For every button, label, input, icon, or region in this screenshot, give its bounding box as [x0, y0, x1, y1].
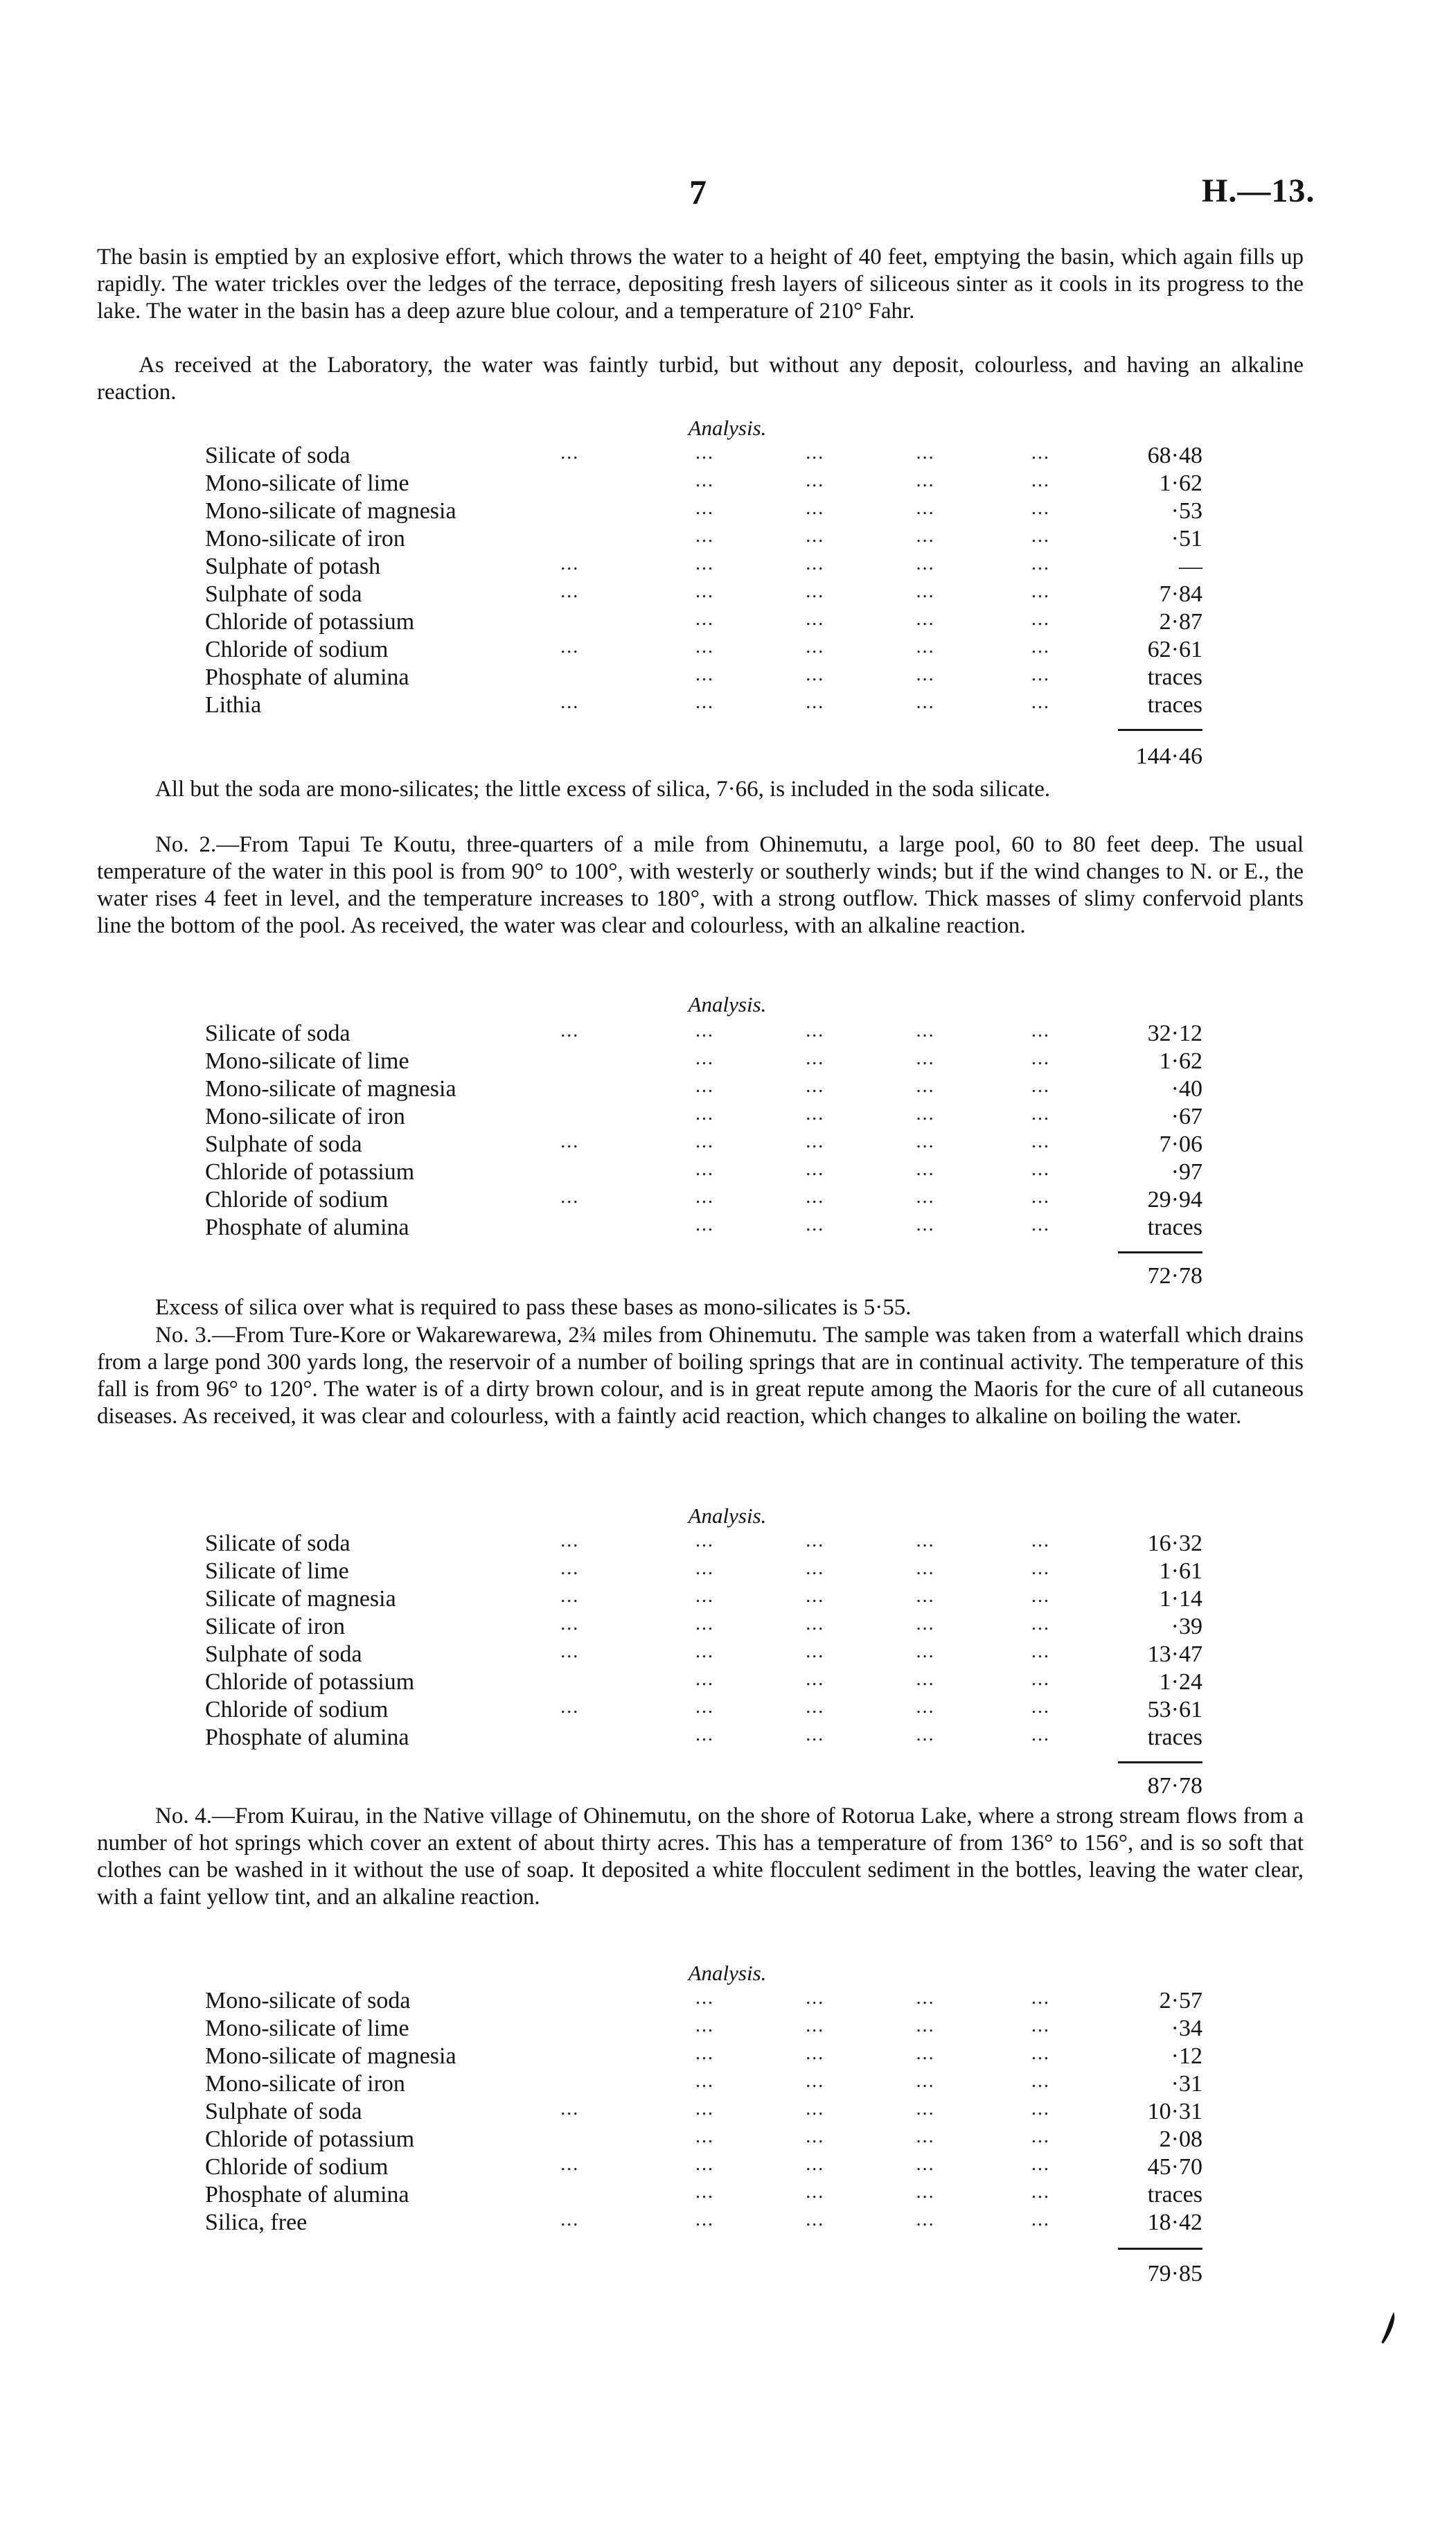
leader-dots: ... — [916, 2209, 935, 2230]
table-row: Silica, free 18·42 ... ... ... ... ... — [205, 2209, 1202, 2237]
leader-dots: ... — [1031, 2209, 1050, 2230]
note-paragraph: Excess of silica over what is required to pass these bases as mono-silicates is 5·55. — [155, 1295, 912, 1320]
leader-dots: ... — [695, 1131, 714, 1152]
sample-2-paragraph: No. 2.—From Tapui Te Koutu, three-quarters of a mile from Ohinemutu, a large pool, 60 to 80 feet deep. The usual temperature of the water in this pool is from 90° to 100°, with westerly or southerly winds; but if the wind changes to N. or E., the water rises 4 feet in level, and the temperature increases to 180°, with a strong outflow. Thick masses of slimy confervoid plants line the bottom of the pool. As received, the water was clear and colourless, with an alkaline reaction. — [97, 832, 1304, 938]
leader-dots: ... — [695, 442, 714, 464]
leader-dots: ... — [560, 1131, 580, 1152]
leader-dots: ... — [695, 1696, 714, 1718]
leader-dots: ... — [695, 691, 714, 713]
leader-dots: ... — [695, 2098, 714, 2120]
table-row: Sulphate of soda 7·84 ... ... ... ... ... — [205, 581, 1202, 608]
leader-dots: ... — [916, 2126, 935, 2147]
analysis-table-1 — [205, 442, 1202, 719]
table-row: Phosphate of alumina traces ... ... ... ... — [205, 1214, 1202, 1242]
leader-dots: ... — [806, 1530, 825, 1551]
leader-dots: ... — [806, 581, 825, 602]
leader-dots: ... — [916, 608, 935, 630]
leader-dots: ... — [695, 525, 714, 547]
leader-dots: ... — [916, 2043, 935, 2064]
table-row: Phosphate of alumina traces ... ... ... ... — [205, 1724, 1202, 1752]
table-total: 79·85 — [1147, 2261, 1202, 2286]
leader-dots: ... — [695, 1585, 714, 1607]
table-row: Chloride of sodium 45·70 ... ... ... ... ... — [205, 2153, 1202, 2181]
leader-dots: ... — [560, 1641, 580, 1662]
table-row: Chloride of sodium 62·61 ... ... ... ... ... — [205, 636, 1202, 664]
leader-dots: ... — [916, 2098, 935, 2120]
leader-dots: ... — [806, 1048, 825, 1069]
leader-dots: ... — [560, 2153, 580, 2175]
table-row: Mono-silicate of magnesia ·12 ... ... ... ... — [205, 2043, 1202, 2070]
leader-dots: ... — [1031, 1075, 1050, 1097]
leader-dots: ... — [806, 608, 825, 630]
leader-dots: ... — [1031, 1641, 1050, 1662]
leader-dots: ... — [560, 1585, 580, 1607]
leader-dots: ... — [806, 2043, 825, 2064]
sample-4-paragraph: No. 4.—From Kuirau, in the Native village of Ohinemutu, on the shore of Rotorua Lake, where a strong stream flows from a number of hot springs which cover an extent of about thirty acres. This has a temperature of from 136° to 156°, and is so soft that clothes can be washed in it without the use of soap. It deposited a white flocculent sediment in the bottles, leaving the water clear, with a faint yellow tint, and an alkaline reaction. — [97, 1804, 1304, 1910]
leader-dots: ... — [560, 2209, 580, 2230]
leader-dots: ... — [916, 1158, 935, 1180]
leader-dots: ... — [1031, 1987, 1050, 2009]
table-row: Chloride of potassium 2·08 ... ... ... ... — [205, 2126, 1202, 2153]
leader-dots: ... — [1031, 2015, 1050, 2036]
leader-dots: ... — [916, 2181, 935, 2203]
leader-dots: ... — [1031, 1158, 1050, 1180]
table-row: Silicate of lime 1·61 ... ... ... ... ... — [205, 1558, 1202, 1585]
leader-dots: ... — [695, 1668, 714, 1690]
table-row: Chloride of sodium 29·94 ... ... ... ... ... — [205, 1186, 1202, 1214]
leader-dots: ... — [695, 2015, 714, 2036]
leader-dots: ... — [806, 1186, 825, 1208]
table-row: Mono-silicate of iron ·51 ... ... ... ... — [205, 525, 1202, 553]
analysis-heading: Analysis. — [688, 1504, 767, 1528]
table-total: 144·46 — [1135, 743, 1202, 769]
leader-dots: ... — [916, 691, 935, 713]
leader-dots: ... — [695, 1724, 714, 1745]
leader-dots: ... — [1031, 2043, 1050, 2064]
leader-dots: ... — [560, 2098, 580, 2120]
leader-dots: ... — [916, 553, 935, 574]
leader-dots: ... — [916, 470, 935, 491]
leader-dots: ... — [695, 553, 714, 574]
document-reference: H.—13. — [1202, 173, 1315, 209]
leader-dots: ... — [1031, 636, 1050, 658]
table-row: Silicate of soda 68·48 ... ... ... ... ... — [205, 442, 1202, 470]
leader-dots: ... — [560, 1696, 580, 1718]
sample-3-paragraph: No. 3.—From Ture-Kore or Wakarewarewa, 2¾ miles from Ohinemutu. The sample was taken from a waterfall which drains from a large pond 300 yards long, the reservoir of a number of boiling springs that are in continual activity. The temperature of this fall is from 96° to 120°. The water is of a dirty brown colour, and is in great repute among the Maoris for the cure of all cutaneous diseases. As received, it was clear and colourless, with a faintly acid reaction, which changes to alkaline on boiling the water. — [97, 1323, 1304, 1429]
table-total: 87·78 — [1147, 1773, 1202, 1799]
leader-dots: ... — [1031, 2126, 1050, 2147]
leader-dots: ... — [806, 1641, 825, 1662]
table-row: Chloride of potassium ·97 ... ... ... ... — [205, 1158, 1202, 1186]
analysis-table-3 — [205, 1530, 1202, 1752]
leader-dots: ... — [695, 1530, 714, 1551]
leader-dots: ... — [560, 1186, 580, 1208]
leader-dots: ... — [806, 1558, 825, 1579]
leader-dots: ... — [916, 1048, 935, 1069]
total-rule — [1118, 1761, 1202, 1763]
leader-dots: ... — [916, 2070, 935, 2092]
total-rule — [1118, 1251, 1202, 1253]
leader-dots: ... — [806, 1585, 825, 1607]
leader-dots: ... — [916, 1724, 935, 1745]
leader-dots: ... — [1031, 553, 1050, 574]
table-row: Mono-silicate of iron ·67 ... ... ... ... — [205, 1103, 1202, 1131]
leader-dots: ... — [916, 1075, 935, 1097]
leader-dots: ... — [695, 2209, 714, 2230]
leader-dots: ... — [806, 2070, 825, 2092]
leader-dots: ... — [916, 2015, 935, 2036]
leader-dots: ... — [695, 581, 714, 602]
table-row: Sulphate of potash — ... ... ... ... ... — [205, 553, 1202, 581]
leader-dots: ... — [806, 2015, 825, 2036]
leader-dots: ... — [806, 1158, 825, 1180]
leader-dots: ... — [1031, 1186, 1050, 1208]
leader-dots: ... — [806, 497, 825, 519]
leader-dots: ... — [916, 1214, 935, 1235]
leader-dots: ... — [695, 1048, 714, 1069]
leader-dots: ... — [695, 1641, 714, 1662]
table-row: Lithia traces ... ... ... ... ... — [205, 691, 1202, 719]
table-row: Phosphate of alumina traces ... ... ... ... — [205, 664, 1202, 691]
leader-dots: ... — [806, 1613, 825, 1634]
leader-dots: ... — [916, 1131, 935, 1152]
leader-dots: ... — [1031, 442, 1050, 464]
leader-dots: ... — [916, 442, 935, 464]
leader-dots: ... — [1031, 1103, 1050, 1125]
leader-dots: ... — [560, 442, 580, 464]
analysis-heading: Analysis. — [688, 416, 767, 440]
leader-dots: ... — [1031, 1558, 1050, 1579]
total-rule — [1118, 2248, 1202, 2250]
leader-dots: ... — [806, 1103, 825, 1125]
leader-dots: ... — [916, 497, 935, 519]
table-row: Mono-silicate of magnesia ·53 ... ... ... ... — [205, 497, 1202, 525]
analysis-table-4 — [205, 1987, 1202, 2237]
leader-dots: ... — [806, 1020, 825, 1041]
table-row: Mono-silicate of lime ·34 ... ... ... ... — [205, 2015, 1202, 2043]
leader-dots: ... — [916, 2153, 935, 2175]
leader-dots: ... — [806, 636, 825, 658]
leader-dots: ... — [695, 497, 714, 519]
leader-dots: ... — [1031, 2070, 1050, 2092]
table-row: Sulphate of soda 13·47 ... ... ... ... ... — [205, 1641, 1202, 1668]
leader-dots: ... — [806, 2209, 825, 2230]
leader-dots: ... — [916, 1641, 935, 1662]
leader-dots: ... — [695, 1558, 714, 1579]
leader-dots: ... — [916, 1020, 935, 1041]
table-row: Phosphate of alumina traces ... ... ... ... — [205, 2181, 1202, 2209]
leader-dots: ... — [806, 553, 825, 574]
table-row: Mono-silicate of lime 1·62 ... ... ... ... — [205, 1048, 1202, 1075]
leader-dots: ... — [916, 1613, 935, 1634]
leader-dots: ... — [695, 1987, 714, 2009]
leader-dots: ... — [560, 1558, 580, 1579]
leader-dots: ... — [916, 581, 935, 602]
leader-dots: ... — [695, 2181, 714, 2203]
table-row: Mono-silicate of soda 2·57 ... ... ... ... — [205, 1987, 1202, 2015]
leader-dots: ... — [695, 664, 714, 685]
leader-dots: ... — [1031, 1696, 1050, 1718]
table-row: Mono-silicate of lime 1·62 ... ... ... ... — [205, 470, 1202, 497]
table-row: Sulphate of soda 10·31 ... ... ... ... ... — [205, 2098, 1202, 2126]
leader-dots: ... — [916, 1668, 935, 1690]
leader-dots: ... — [1031, 2153, 1050, 2175]
leader-dots: ... — [1031, 1048, 1050, 1069]
leader-dots: ... — [560, 1613, 580, 1634]
intro-paragraph-lab: As received at the Laboratory, the water was faintly turbid, but without any deposit, colourless, and having an alkaline reaction. — [97, 353, 1304, 405]
ink-mark-icon — [1380, 2311, 1398, 2345]
note-paragraph: All but the soda are mono-silicates; the little excess of silica, 7·66, is included in the soda silicate. — [155, 777, 1051, 802]
leader-dots: ... — [1031, 1131, 1050, 1152]
intro-paragraph: The basin is emptied by an explosive effort, which throws the water to a height of 40 feet, emptying the basin, which again fills up rapidly. The water trickles over the ledges of the terrace, depositing fresh layers of siliceous sinter as it cools in its progress to the lake. The water in the basin has a deep azure blue colour, and a temperature of 210° Fahr. — [97, 245, 1304, 324]
table-row: Mono-silicate of magnesia ·40 ... ... ... ... — [205, 1075, 1202, 1103]
table-row: Chloride of sodium 53·61 ... ... ... ... ... — [205, 1696, 1202, 1724]
analysis-heading: Analysis. — [688, 1961, 767, 1985]
leader-dots: ... — [695, 636, 714, 658]
leader-dots: ... — [916, 636, 935, 658]
leader-dots: ... — [560, 691, 580, 713]
table-row: Sulphate of soda 7·06 ... ... ... ... ... — [205, 1131, 1202, 1158]
table-row: Mono-silicate of iron ·31 ... ... ... ... — [205, 2070, 1202, 2098]
leader-dots: ... — [916, 1558, 935, 1579]
leader-dots: ... — [1031, 1724, 1050, 1745]
leader-dots: ... — [695, 608, 714, 630]
leader-dots: ... — [806, 470, 825, 491]
leader-dots: ... — [695, 1103, 714, 1125]
leader-dots: ... — [916, 1585, 935, 1607]
leader-dots: ... — [806, 664, 825, 685]
leader-dots: ... — [1031, 1613, 1050, 1634]
leader-dots: ... — [1031, 1530, 1050, 1551]
table-row: Silicate of soda 16·32 ... ... ... ... ... — [205, 1530, 1202, 1558]
leader-dots: ... — [1031, 525, 1050, 547]
analysis-table-2 — [205, 1020, 1202, 1242]
leader-dots: ... — [1031, 664, 1050, 685]
total-rule — [1118, 729, 1202, 731]
leader-dots: ... — [1031, 470, 1050, 491]
table-row: Silicate of iron ·39 ... ... ... ... ... — [205, 1613, 1202, 1641]
leader-dots: ... — [695, 2126, 714, 2147]
leader-dots: ... — [806, 1696, 825, 1718]
leader-dots: ... — [1031, 581, 1050, 602]
leader-dots: ... — [695, 470, 714, 491]
leader-dots: ... — [806, 691, 825, 713]
leader-dots: ... — [695, 1158, 714, 1180]
leader-dots: ... — [695, 2043, 714, 2064]
leader-dots: ... — [806, 2153, 825, 2175]
leader-dots: ... — [1031, 608, 1050, 630]
leader-dots: ... — [1031, 1668, 1050, 1690]
leader-dots: ... — [806, 1724, 825, 1745]
leader-dots: ... — [806, 2098, 825, 2120]
leader-dots: ... — [806, 442, 825, 464]
leader-dots: ... — [1031, 1020, 1050, 1041]
leader-dots: ... — [695, 1613, 714, 1634]
leader-dots: ... — [1031, 691, 1050, 713]
leader-dots: ... — [806, 525, 825, 547]
table-row: Silicate of soda 32·12 ... ... ... ... ... — [205, 1020, 1202, 1048]
table-row: Chloride of potassium 2·87 ... ... ... ... — [205, 608, 1202, 636]
leader-dots: ... — [1031, 1585, 1050, 1607]
leader-dots: ... — [695, 1186, 714, 1208]
leader-dots: ... — [1031, 497, 1050, 519]
table-row: Silicate of magnesia 1·14 ... ... ... ... ... — [205, 1585, 1202, 1613]
leader-dots: ... — [695, 1214, 714, 1235]
leader-dots: ... — [806, 2126, 825, 2147]
leader-dots: ... — [1031, 1214, 1050, 1235]
leader-dots: ... — [695, 2153, 714, 2175]
leader-dots: ... — [695, 1075, 714, 1097]
leader-dots: ... — [916, 1186, 935, 1208]
leader-dots: ... — [1031, 2181, 1050, 2203]
page-number: 7 — [689, 173, 707, 211]
leader-dots: ... — [806, 1214, 825, 1235]
leader-dots: ... — [560, 636, 580, 658]
leader-dots: ... — [695, 1020, 714, 1041]
leader-dots: ... — [916, 1696, 935, 1718]
leader-dots: ... — [916, 525, 935, 547]
leader-dots: ... — [560, 1530, 580, 1551]
table-row: Chloride of potassium 1·24 ... ... ... ... — [205, 1668, 1202, 1696]
analysis-heading: Analysis. — [688, 992, 767, 1016]
leader-dots: ... — [806, 1075, 825, 1097]
table-total: 72·78 — [1147, 1263, 1202, 1289]
leader-dots: ... — [806, 1987, 825, 2009]
leader-dots: ... — [916, 664, 935, 685]
leader-dots: ... — [916, 1103, 935, 1125]
leader-dots: ... — [916, 1530, 935, 1551]
leader-dots: ... — [916, 1987, 935, 2009]
leader-dots: ... — [1031, 2098, 1050, 2120]
leader-dots: ... — [560, 1020, 580, 1041]
leader-dots: ... — [695, 2070, 714, 2092]
leader-dots: ... — [806, 1668, 825, 1690]
leader-dots: ... — [806, 2181, 825, 2203]
page-header — [0, 172, 1456, 220]
leader-dots: ... — [560, 553, 580, 574]
leader-dots: ... — [806, 1131, 825, 1152]
leader-dots: ... — [560, 581, 580, 602]
